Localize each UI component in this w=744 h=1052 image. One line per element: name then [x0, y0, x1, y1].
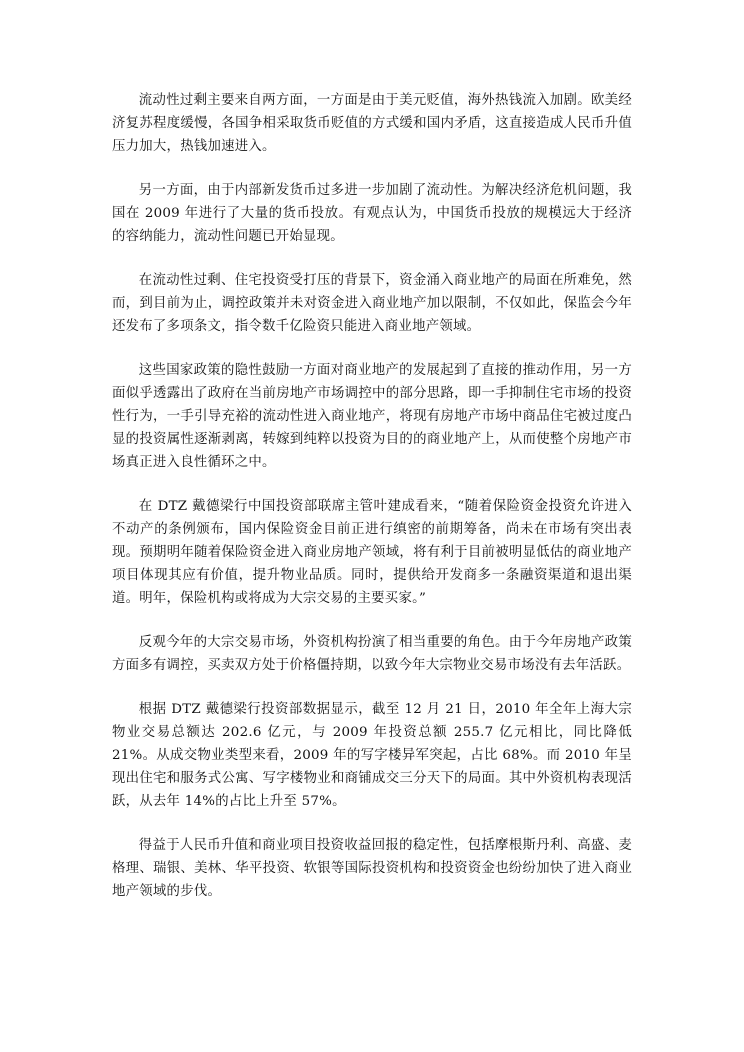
paragraph-liquidity-sources: 流动性过剩主要来自两方面，一方面是由于美元贬值，海外热钱流入加剧。欧美经济复苏程度缓慢，各国争相采取货币贬值的方式缓和国内矛盾，这直接造成人民币升值压力加大，热钱加速进入。 [112, 93, 632, 154]
paragraph-dtz-quote: 在 DTZ 戴德梁行中国投资部联席主管叶建成看来，“随着保险资金投资允许进入不动产的条例颁布，国内保险资金目前正进行缜密的前期筹备，尚未在市场有突出表现。预期明年随着保险资金进入商业房地产领域，将有利于目前被明显低估的商业地产项目体现其应有价值，提升物业品质。同时，提供给开发商多一条融资渠道和退出渠道。明年，保险机构或将成为大宗交易的主要买家。” [112, 499, 632, 606]
paragraph-capital-inflow: 在流动性过剩、住宅投资受打压的背景下，资金涌入商业地产的局面在所难免，然而，到目前为止，调控政策并未对资金进入商业地产加以限制，不仅如此，保监会今年还发布了多项条文，指令数千亿险资只能进入商业地产领域。 [112, 273, 632, 334]
paragraph-international-investors: 得益于人民币升值和商业项目投资收益回报的稳定性，包括摩根斯丹利、高盛、麦格理、瑞银、美林、华平投资、软银等国际投资机构和投资资金也纷纷加快了进入商业地产领域的步伐。 [112, 838, 632, 899]
paragraph-money-supply: 另一方面，由于内部新发货币过多进一步加剧了流动性。为解决经济危机问题，我国在 2009 年进行了大量的货币投放。有观点认为，中国货币投放的规模远大于经济的容纳能力，流动性问题已开始显现。 [112, 183, 632, 244]
paragraph-bulk-market: 反观今年的大宗交易市场，外资机构扮演了相当重要的角色。由于今年房地产政策方面多有调控，买卖双方处于价格僵持期，以致今年大宗物业交易市场没有去年活跃。 [112, 635, 632, 673]
paragraph-transaction-data: 根据 DTZ 戴德梁行投资部数据显示，截至 12 月 21 日，2010 年全年上海大宗物业交易总额达 202.6 亿元，与 2009 年投资总额 255.7 亿元相比，同比降低 21%。从成交物业类型来看，2009 年的写字楼异军突起，占比 68%。而 2010 年呈现出住宅和服务式公寓、写字楼物业和商铺成交三分天下的局面。其中外资机构表现活跃，从去年 14%的占比上升至 57%。 [112, 702, 632, 809]
article-body [112, 89, 632, 924]
paragraph-policy-encouragement: 这些国家政策的隐性鼓励一方面对商业地产的发展起到了直接的推动作用，另一方面似乎透露出了政府在当前房地产市场调控中的部分思路，即一手抑制住宅市场的投资性行为，一手引导充裕的流动性进入商业地产，将现有房地产市场中商品住宅被过度凸显的投资属性逐渐剥离，转嫁到纯粹以投资为目的的商业地产上，从而使整个房地产市场真正进入良性循环之中。 [112, 363, 632, 470]
